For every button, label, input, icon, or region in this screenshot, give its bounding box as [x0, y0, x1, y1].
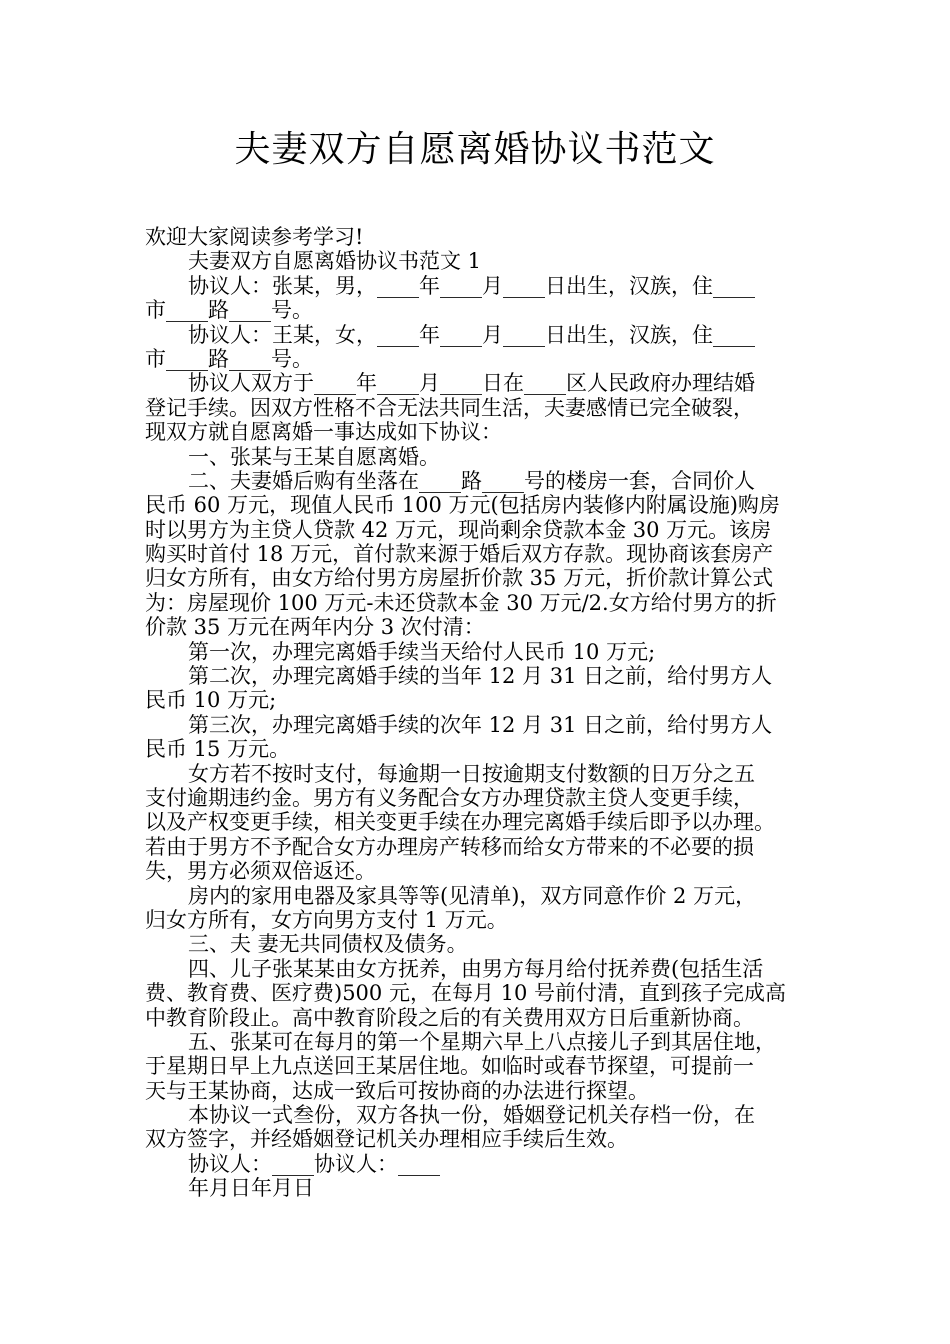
text-line: 二、夫妻婚后购有坐落在____路____号的楼房一套，合同价人 — [188, 468, 755, 493]
text-line: 欢迎大家阅读参考学习! — [145, 225, 364, 249]
text-line: 于星期日早上九点送回王某居住地。如临时或春节探望，可提前一 — [145, 1054, 754, 1079]
text-line: 民币 15 万元。 — [145, 737, 291, 762]
text-line: 四、儿子张某某由女方抚养，由男方每月给付抚养费(包括生活 — [188, 956, 764, 981]
text-line: 夫妻双方自愿离婚协议书范文 1 — [188, 249, 482, 274]
text-line: 第一次，办理完离婚手续当天给付人民币 10 万元; — [188, 639, 656, 664]
text-line: 登记手续。因双方性格不合无法共同生活，夫妻感情已完全破裂， — [145, 395, 754, 420]
text-line: 第三次，办理完离婚手续的次年 12 月 31 日之前，给付男方人 — [188, 712, 773, 737]
text-line: 协议人双方于____年____月____日在____区人民政府办理结婚 — [188, 371, 755, 396]
text-line: 价款 35 万元在两年内分 3 次付清： — [145, 615, 485, 640]
text-line: 中教育阶段止。高中教育阶段之后的有关费用双方日后重新协商。 — [145, 1005, 754, 1030]
text-line: 协议人：____协议人：____ — [188, 1151, 440, 1176]
text-line: 女方若不按时支付，每逾期一日按逾期支付数额的日万分之五 — [188, 761, 755, 786]
text-line: 协议人：张某，男，____年____月____日出生，汉族，住____ — [188, 273, 755, 298]
text-line: 天与王某协商，达成一致后可按协商的办法进行探望。 — [145, 1078, 649, 1103]
text-line: 以及产权变更手续，相关变更手续在办理完离婚手续后即予以办理。 — [145, 810, 775, 835]
text-line: 若由于男方不予配合女方办理房产转移而给女方带来的不必要的损 — [145, 834, 754, 859]
text-line: 民币 10 万元; — [145, 688, 277, 713]
text-line: 归女方所有，女方向男方支付 1 万元。 — [145, 907, 508, 932]
text-line: 支付逾期违约金。男方有义务配合女方办理贷款主贷人变更手续， — [145, 785, 754, 810]
text-line: 归女方所有，由女方给付男方房屋折价款 35 万元，折价款计算公式 — [145, 566, 774, 591]
text-line: 本协议一式叁份，双方各执一份，婚姻登记机关存档一份，在 — [188, 1103, 755, 1128]
text-line: 失，男方必须双倍返还。 — [145, 859, 376, 884]
text-line: 市____路____号。 — [145, 346, 313, 371]
text-line: 现双方就自愿离婚一事达成如下协议： — [145, 420, 502, 445]
text-line: 三、夫 妻无共同债权及债务。 — [188, 932, 468, 957]
text-line: 年月日年月日 — [188, 1176, 314, 1201]
document-body — [145, 225, 821, 1201]
text-line: 双方签字，并经婚姻登记机关办理相应手续后生效。 — [145, 1127, 628, 1152]
text-line: 购买时首付 18 万元，首付款来源于婚后双方存款。现协商该套房产 — [145, 542, 774, 567]
text-line: 协议人：王某，女，____年____月____日出生，汉族，住____ — [188, 322, 755, 347]
text-line: 市____路____号。 — [145, 298, 313, 323]
text-line: 房内的家用电器及家具等等(见清单)，双方同意作价 2 万元， — [188, 883, 757, 908]
text-line: 一、张某与王某自愿离婚。 — [188, 444, 440, 469]
page-title: 夫妻双方自愿离婚协议书范文 — [234, 129, 716, 170]
text-line: 费、教育费、医疗费)500 元，在每月 10 号前付清，直到孩子完成高 — [145, 981, 787, 1006]
text-line: 民币 60 万元，现值人民币 100 万元(包括房内装修内附属设施)购房 — [145, 493, 780, 518]
text-line: 为：房屋现价 100 万元-未还贷款本金 30 万元/2.女方给付男方的折 — [145, 590, 777, 615]
text-line: 时以男方为主贷人贷款 42 万元，现尚剩余贷款本金 30 万元。该房 — [145, 517, 772, 542]
text-line: 五、张某可在每月的第一个星期六早上八点接儿子到其居住地， — [188, 1029, 776, 1054]
text-line: 第二次，办理完离婚手续的当年 12 月 31 日之前，给付男方人 — [188, 664, 773, 689]
